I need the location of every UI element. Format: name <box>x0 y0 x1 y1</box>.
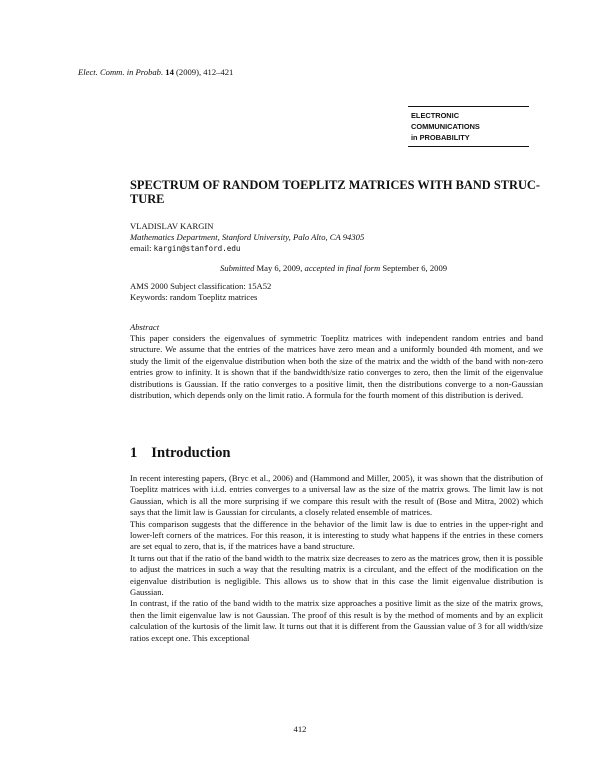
journal-name: Elect. Comm. in Probab. <box>78 67 164 77</box>
email-address[interactable]: kargin@stanford.edu <box>153 244 241 253</box>
keywords: Keywords: random Toeplitz matrices <box>130 292 258 302</box>
journal-logo-box <box>408 106 529 147</box>
accepted-label: accepted in final form <box>304 263 381 273</box>
intro-paragraph: This comparison suggests that the difference in the behavior of the limit law is due to entries in the upper-right and lower-left corners of the matrices. For this reason, it is interesting to study what happens if the entries in these corners are set equal to zero, that is, if the matrices have a band structure. <box>130 518 543 552</box>
submitted-label: Submitted <box>220 263 255 273</box>
journal-logo-line-2: COMMUNICATIONS <box>411 122 480 131</box>
abstract-label: Abstract <box>130 322 160 332</box>
journal-year-pages: (2009), 412–421 <box>176 67 234 77</box>
journal-volume: 14 <box>165 67 174 77</box>
accepted-date: September 6, 2009 <box>382 263 448 273</box>
ams-classification: AMS 2000 Subject classification: 15A52 <box>130 281 272 291</box>
email-label: email: <box>130 243 152 253</box>
intro-paragraph: It turns out that if the ratio of the band width to the matrix size decreases to zero as the matrices grow, then it is possible to adjust the matrices in such a way that the resulting matrix is a circulant, and the effect of the modification on the eigenvalue distribution is negligible. This allows us to show that in this case the limit eigenvalue distribution is Gaussian. <box>130 552 543 598</box>
journal-logo-line-1: ELECTRONIC <box>411 111 460 120</box>
section-number: 1 <box>130 445 138 461</box>
page-number: 412 <box>293 724 307 734</box>
abstract-text: This paper considers the eigenvalues of symmetric Toeplitz matrices with independent random entries and band structure. We assume that the entries of the matrices have zero mean and a uniformly bounded 4th moment, and we study the limit of the eigenvalue distribution when both the size of the matrix and the width of the band with non-zero entries grow to infinity. It is shown that if the bandwidth/size ratio converges to zero, then the limit of the eigenvalue distributions is Gaussian. If the ratio converges to a positive limit, then the distributions converge to a non-Gaussian distribution, which depends only on the limit ratio. A formula for the fourth moment of this distribution is derived. <box>130 333 543 401</box>
paper-title: SPECTRUM OF RANDOM TOEPLITZ MATRICES WITH BAND STRUC- TURE <box>130 178 540 206</box>
journal-citation <box>78 67 233 77</box>
author-email <box>130 243 241 253</box>
submitted-date: May 6, 2009, <box>256 263 303 273</box>
journal-logo-line-3: in PROBABILITY <box>411 133 470 142</box>
submission-dates <box>220 263 447 273</box>
intro-paragraph: In contrast, if the ratio of the band width to the matrix size approaches a positive limit as the size of the matrix grows, then the limit eigenvalue law is not Gaussian. The proof of this result is by the method of moments and by an explicit calculation of the kurtosis of the limit law. It turns out that it is different from the Gaussian value of 3 for all width/size ratios except one. This exceptional <box>130 598 543 643</box>
section-title: Introduction <box>151 445 231 461</box>
introduction-body <box>130 473 543 644</box>
author-name: VLADISLAV KARGIN <box>130 221 214 231</box>
intro-paragraph: In recent interesting papers, (Bryc et al., 2006) and (Hammond and Miller, 2005), it was shown that the distribution of Toeplitz matrices with i.i.d. entries converges to a universal law as the size of the matrix grows. The limit law is not Gaussian, which is all the more surprising if we compare this result with the result of (Bose and Mitra, 2002) which says that the limit law is Gaussian for circulants, a closely related ensemble of matrices. <box>130 473 543 518</box>
author-affiliation: Mathematics Department, Stanford University, Palo Alto, CA 94305 <box>130 232 365 242</box>
section-heading <box>130 445 231 462</box>
